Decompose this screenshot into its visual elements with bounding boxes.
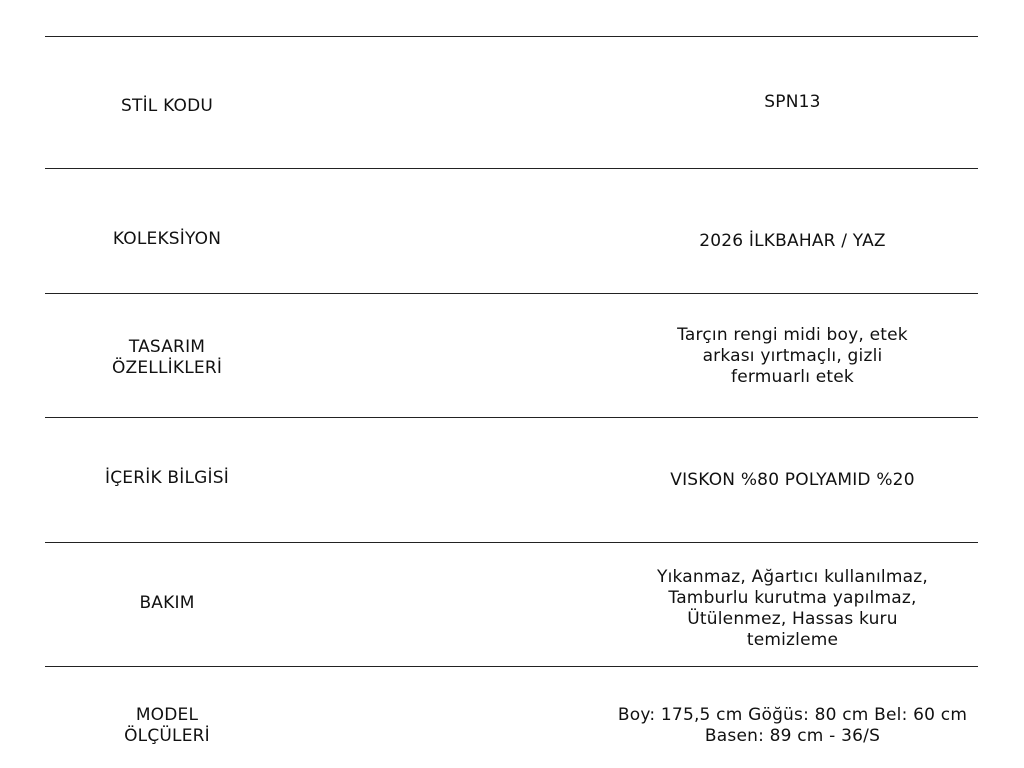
collection-label: KOLEKSİYON — [112, 228, 222, 249]
row-divider — [45, 36, 978, 37]
care-value: Yıkanmaz, Ağartıcı kullanılmaz, Tamburlu kurutma yapılmaz, Ütülenmez, Hassas kuru temizleme — [657, 567, 928, 650]
style-code-value: SPN13 — [764, 91, 821, 112]
row-divider — [45, 417, 978, 418]
row-divider — [45, 168, 978, 169]
row-divider — [45, 293, 978, 294]
content-info-label: İÇERİK BİLGİSİ — [105, 467, 229, 488]
model-measurements-value: Boy: 175,5 cm Göğüs: 80 cm Bel: 60 cm Basen: 89 cm - 36/S — [617, 705, 968, 746]
style-code-label: STİL KODU — [121, 95, 213, 116]
content-info-value: VISKON %80 POLYAMID %20 — [670, 469, 915, 490]
row-divider — [45, 542, 978, 543]
design-features-label: TASARIM ÖZELLİKLERİ — [111, 337, 223, 378]
care-label: BAKIM — [139, 592, 195, 613]
design-features-value: Tarçın rengi midi boy, etek arkası yırtmaçlı, gizli fermuarlı etek — [677, 324, 908, 387]
collection-value: 2026 İLKBAHAR / YAZ — [699, 230, 886, 251]
model-measurements-label: MODEL ÖLÇÜLERİ — [124, 705, 210, 746]
row-divider — [45, 666, 978, 667]
